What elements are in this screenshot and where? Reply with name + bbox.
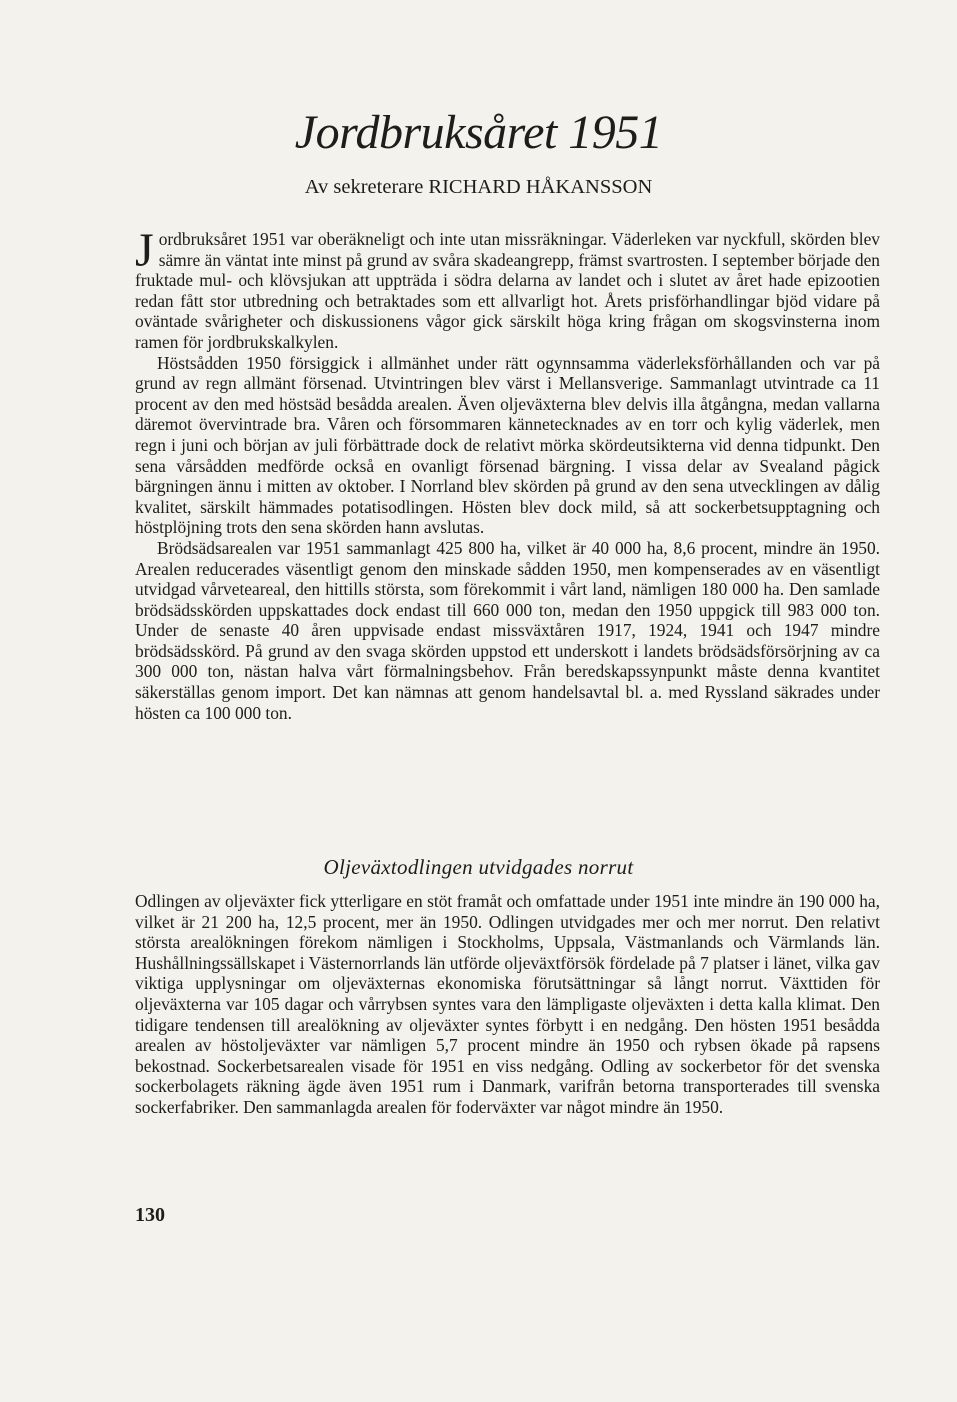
article-body-part-2: [135, 891, 880, 1118]
paragraph-brodsad: Brödsädsarealen var 1951 sammanlagt 425 800 ha, vilket är 40 000 ha, 8,6 procent, mindre än 1950. Arealen reducerades väsentligt genom den minskade sådden 1950, men kompenserades av en väsentligt utvidgad vårveteareal, den hittills största, som förekommit i vårt land, nämligen 180 000 ha. Den samlade brödsädsskörden uppskattades dock endast till 660 000 ton, medan den 1950 uppgick till 983 000 ton. Under de senaste 40 åren uppvisade endast missväxtåren 1917, 1924, 1941 och 1947 mindre brödsädsskörd. På grund av den svaga skörden uppstod ett underskott i landets brödsädsförsörjning av ca 300 000 ton, nästan halva vårt förmalningsbehov. Från beredskapssynpunkt måste denna kvantitet säkerställas genom import. Det kan nämnas att genom handelsavtal bl. a. med Ryssland säkrades under hösten ca 100 000 ton.: [135, 537, 880, 723]
drop-cap: J: [135, 224, 154, 277]
article-body-part-1: [135, 224, 880, 723]
article-byline: Av sekreterare RICHARD HÅKANSSON: [304, 176, 653, 198]
paragraph-oljevaxter: Odlingen av oljeväxter fick ytterligare en stöt framåt och omfattade under 1951 inte mindre än 190 000 ha, vilket är 21 200 ha, 12,5 procent, mer än 1950. Odlingen utvidgades mer och mer norrut. Den relativt största arealökningen förekom nämligen i Stockholms, Uppsala, Västmanlands och Värmlands län. Hushållningssällskapet i Västernorrlands län utförde oljeväxtförsök fördelade på 7 platser i länet, vilka gav viktiga upplysningar om oljeväxternas ekonomiska förutsättningar så långt norrut. Växttiden för oljeväxterna var 105 dagar och vårrybsen syntes vara den lämpligaste oljeväxten i detta kalla klimat. Den tidigare tendensen till arealökning av oljeväxter syntes förbytt i en nedgång. Den hösten 1951 besådda arealen av höstoljeväxter var nämligen 5,7 procent mindre än 1950 och rybsen ökade på rapsens bekostnad. Sockerbetsarealen visade för 1951 en viss nedgång. Odling av sockerbetor för det svenska sockerbolagets räkning ägde även 1951 rum i Danmark, varifrån betorna transporterades till svenska sockerfabriker. Den sammanlagda arealen för foderväxter var något mindre än 1950.: [135, 891, 880, 1117]
paragraph-intro: [135, 224, 880, 353]
page-number: 130: [135, 1204, 165, 1226]
article-title: Jordbruksåret 1951: [294, 106, 663, 159]
section-heading: Oljeväxtodlingen utvidgades norrut: [323, 855, 634, 879]
paragraph-hostsadden: Höstsådden 1950 försiggick i allmänhet under rätt ogynnsamma väderleksförhållanden och var på grund av regn allmänt försenad. Utvintringen blev värst i Mellansverige. Sammanlagt utvintrade ca 11 procent av den med höstsäd besådda arealen. Även oljeväxterna blev delvis illa åtgångna, medan vallarna däremot övervintrade bra. Våren och försommaren kännetecknades av en torr och kylig väderlek, men regn i juni och början av juli förbättrade dock de relativt mörka skördeutsikterna vid denna tidpunkt. Den sena vårsådden medförde också en ovanligt försenad bärgning. I vissa delar av Svealand pågick bärgningen ännu i mitten av oktober. I Norrland blev skörden på grund av den sena utvecklingen av dålig kvalitet, särskilt hämmades potatisodlingen. Hösten blev dock mild, så att sockerbetsupptagning och höstplöjning trots den sena skörden hann avslutas.: [135, 352, 880, 538]
paragraph-intro-text: ordbruksåret 1951 var oberäkneligt och inte utan missräkningar. Väderleken var nyckfull, skörden blev sämre än väntat inte minst på grund av svåra skadeangrepp, främst svartrosten. I september började den fruktade mul- och klövsjukan att uppträda i södra delarna av landet och i slutet av året hade epizootien redan fått stor utbredning och betraktades som ett allvarligt hot. Årets prisförhandlingar bjöd vidare på oväntade svårigheter och diskussionens vågor gick särskilt höga kring frågan om skogsvinsterna inom ramen för jordbrukskalkylen.: [135, 229, 880, 352]
